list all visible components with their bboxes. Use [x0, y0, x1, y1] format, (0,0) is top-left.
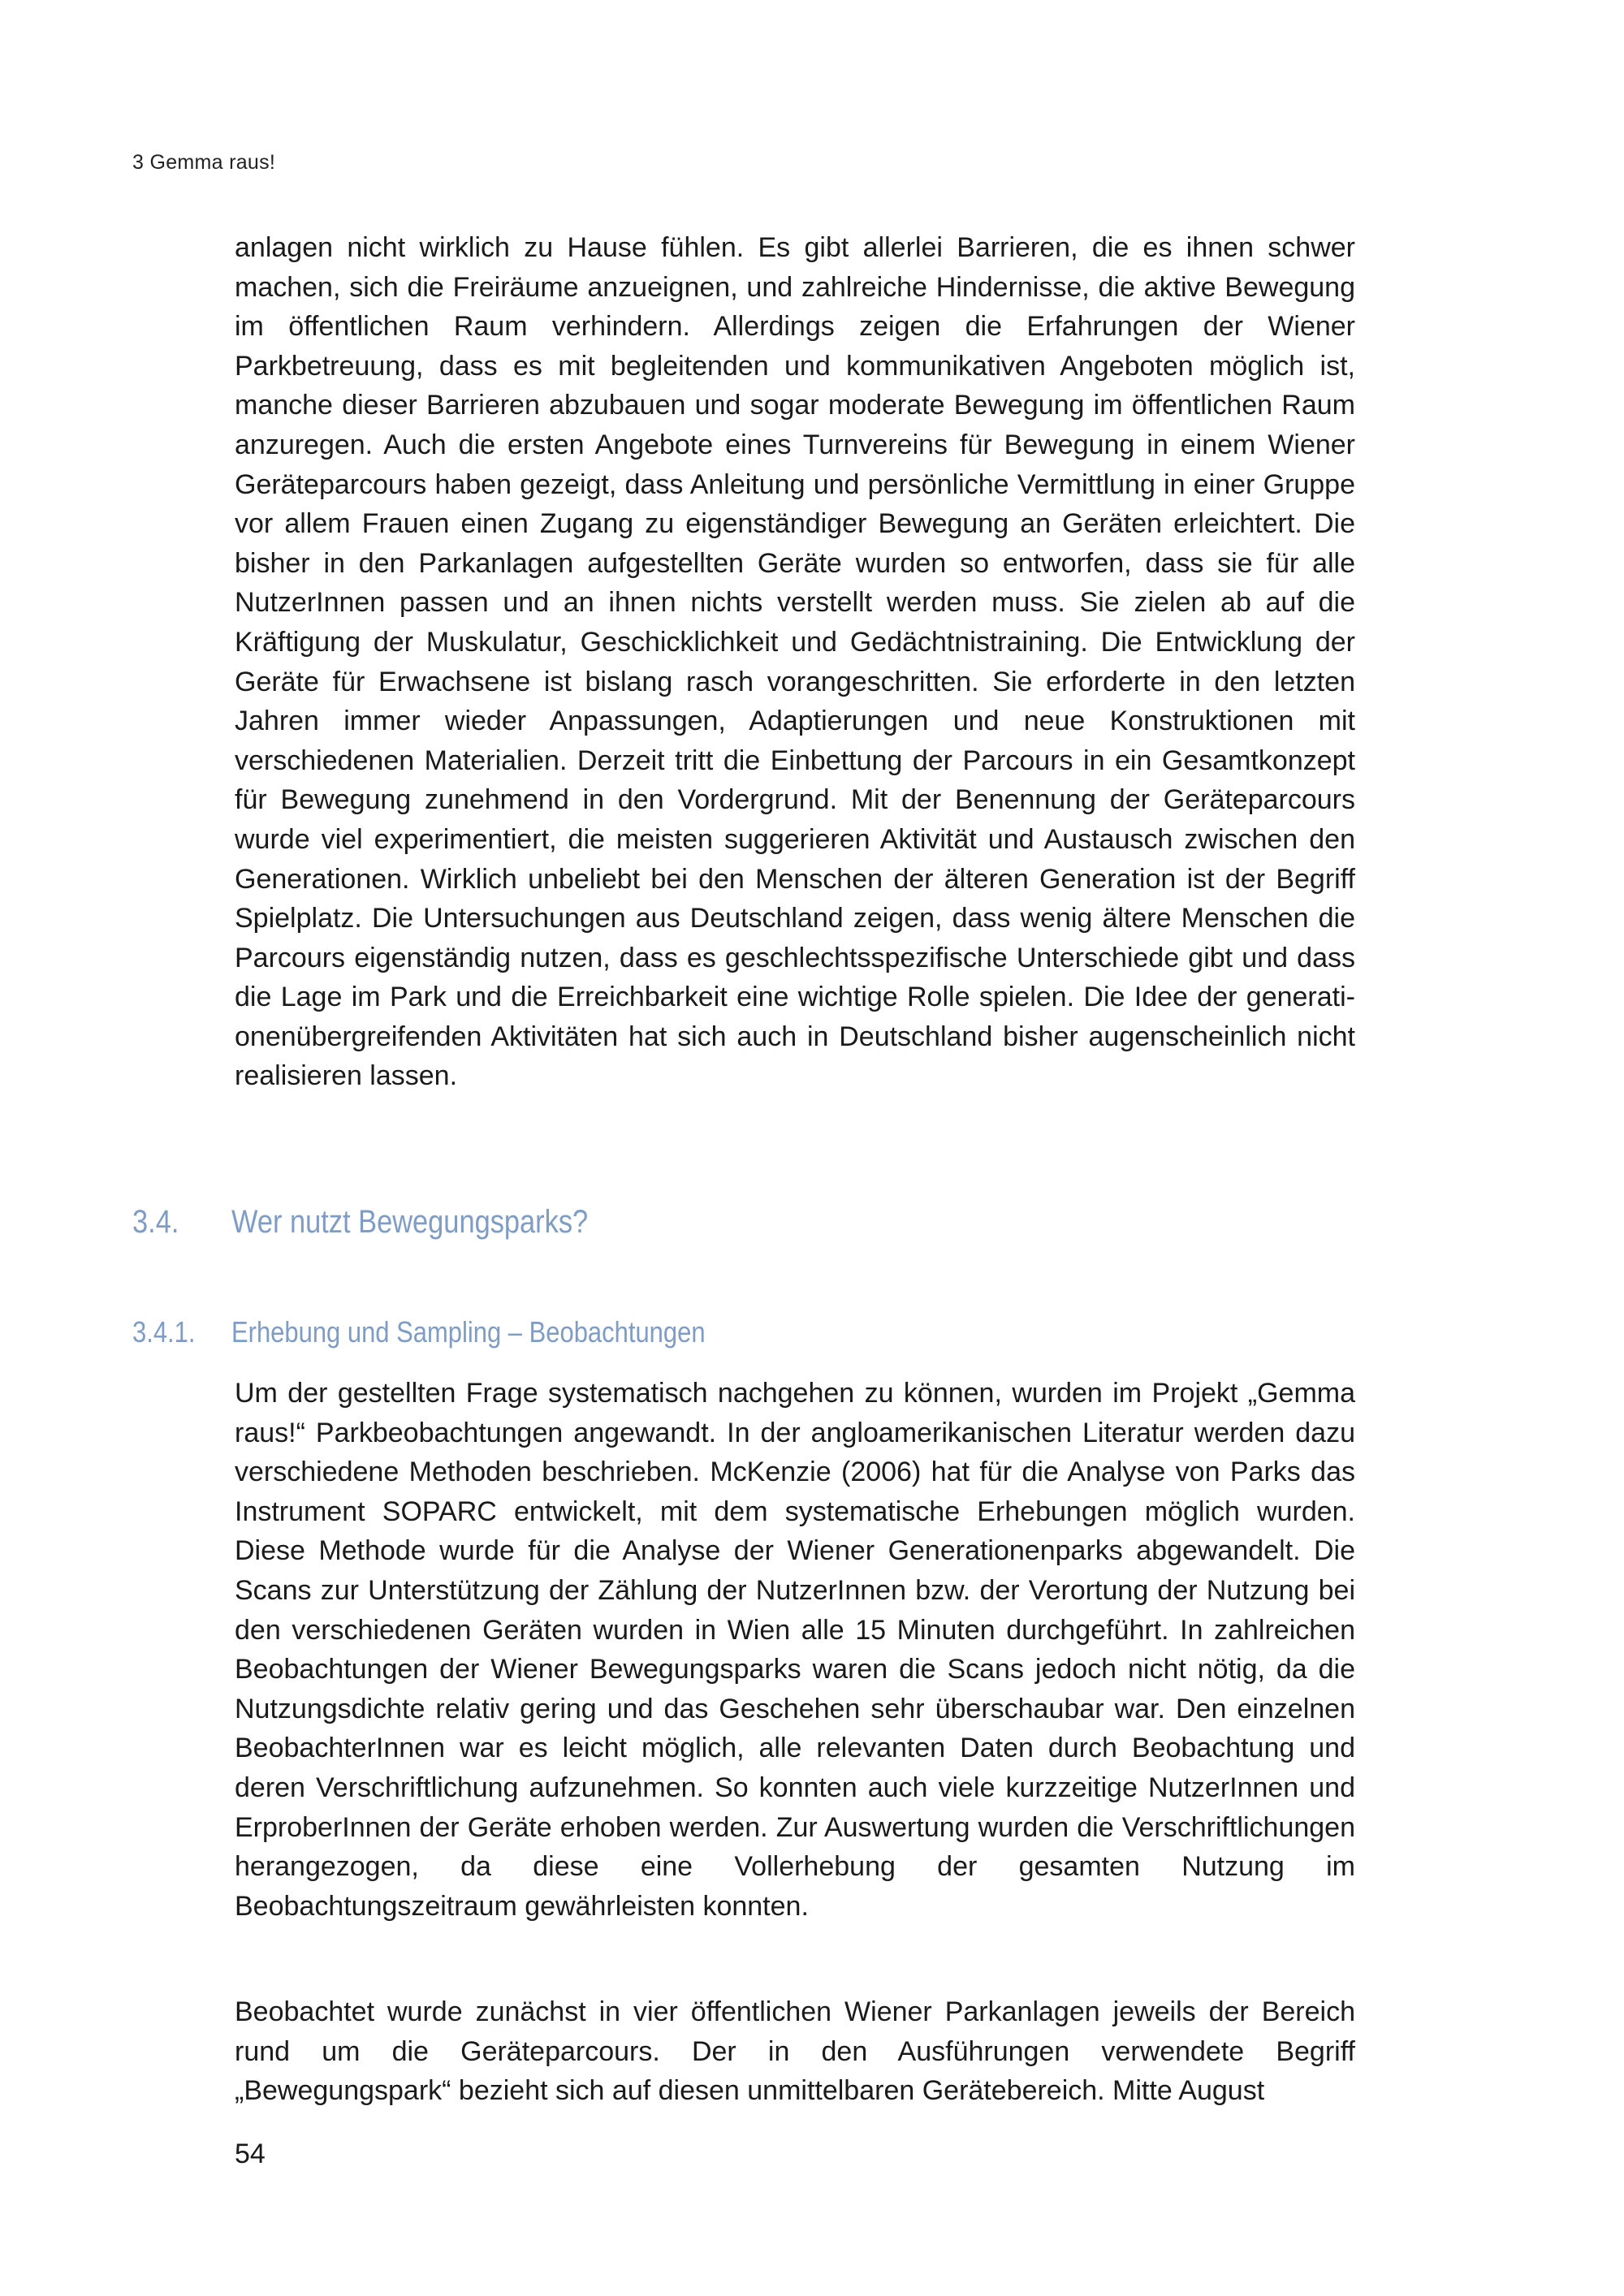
subsection-title-3-4-1: Erhebung und Sampling – Beobachtungen	[231, 1315, 706, 1349]
subsection-number-3-4-1: 3.4.1.	[132, 1315, 196, 1349]
section-number-3-4: 3.4.	[132, 1204, 179, 1240]
paragraph-intro: anlagen nicht wirklich zu Hause fühlen. Es gibt allerlei Barrieren, die es ihnen schwer machen, sich die Freiräume anzueignen, und zahlreiche Hindernisse, die aktive Bewegung im öffentlichen Raum verhindern. Allerdings zeigen die Erfahrungen der Wiener Parkbetreuung, dass es mit begleitenden und kommunikativen Angeboten möglich ist, manche dieser Barrieren abzubauen und sogar moderate Bewegung im öffentlichen Raum anzuregen. Auch die ersten Angebote eines Turnvereins für Bewegung in einem Wiener Geräteparcours haben gezeigt, dass Anleitung und persönliche Vermittlung in einer Gruppe vor allem Frauen einen Zugang zu eigenständiger Bewegung an Geräten erleichtert. Die bisher in den Parkanlagen aufgestellten Geräte wurden so entworfen, dass sie für alle NutzerInnen passen und an ihnen nichts verstellt werden muss. Sie zielen ab auf die Kräftigung der Muskulatur, Geschicklichkeit und Gedächtnistraining. Die Entwicklung der Geräte für Erwachsene ist bislang rasch vorangeschritten. Sie erforderte in den letzten Jahren immer wieder Anpassungen, Adaptierungen und neue Konstruktionen mit verschiedenen Materialien. Derzeit tritt die Einbettung der Parcours in ein Gesamtkonzept für Bewegung zunehmend in den Vordergrund. Mit der Benennung der Geräteparcours wurde viel experimentiert, die meisten suggerieren Aktivität und Austausch zwischen den Generationen. Wirklich unbeliebt bei den Menschen der älteren Generation ist der Begriff Spielplatz. Die Untersuchungen aus Deutschland zeigen, dass wenig ältere Menschen die Parcours eigenständig nutzen, dass es geschlechtsspezifische Unterschiede gibt und dass die Lage im Park und die Erreichbarkeit eine wichtige Rolle spielen. Die Idee der generationenübergreifenden Aktivitäten hat sich auch in Deutschland bisher augenscheinlich nicht realisieren lassen.	[235, 232, 1355, 1092]
paragraph-method: Um der gestellten Frage systematisch nachgehen zu können, wurden im Projekt „Gemma raus!“ Parkbeobachtungen angewandt. In der angloamerikanischen Literatur werden dazu verschiedene Methoden beschrieben. McKenzie (2006) hat für die Analyse von Parks das Instrument SOPARC entwickelt, mit dem systematische Erhebungen möglich wurden. Diese Methode wurde für die Analyse der Wiener Generationenparks abgewandelt. Die Scans zur Unterstützung der Zählung der NutzerInnen bzw. der Verortung der Nutzung bei den verschiedenen Geräten wurden in Wien alle 15 Minuten durchgeführt. In zahlreichen Beobachtungen der Wiener Bewegungsparks waren die Scans jedoch nicht nötig, da die Nutzungsdichte relativ gering und das Geschehen sehr überschaubar war. Den einzelnen BeobachterInnen war es leicht möglich, alle relevanten Daten durch Beobachtung und deren Verschriftlichung aufzunehmen. So konnten auch viele kurzzeitige NutzerInnen und ErproberInnen der Geräte erhoben werden. Zur Auswertung wurden die Verschriftlichungen herangezogen, da diese eine Vollerhebung der gesamten Nutzung im Beobachtungszeitraum gewährleisten konnten.	[235, 1378, 1355, 1922]
page-number: 54	[235, 2138, 266, 2169]
running-header: 3 Gemma raus!	[132, 151, 276, 174]
paragraph-observation: Beobachtet wurde zunächst in vier öffentlichen Wiener Parkanlagen jeweils der Bereich rund um die Geräteparcours. Der in den Ausführungen verwendete Begriff „Bewegungspark“ bezieht sich auf diesen unmittelbaren Gerätebereich. Mitte August	[235, 1996, 1355, 2107]
section-title-3-4: Wer nutzt Bewegungsparks?	[231, 1204, 589, 1240]
